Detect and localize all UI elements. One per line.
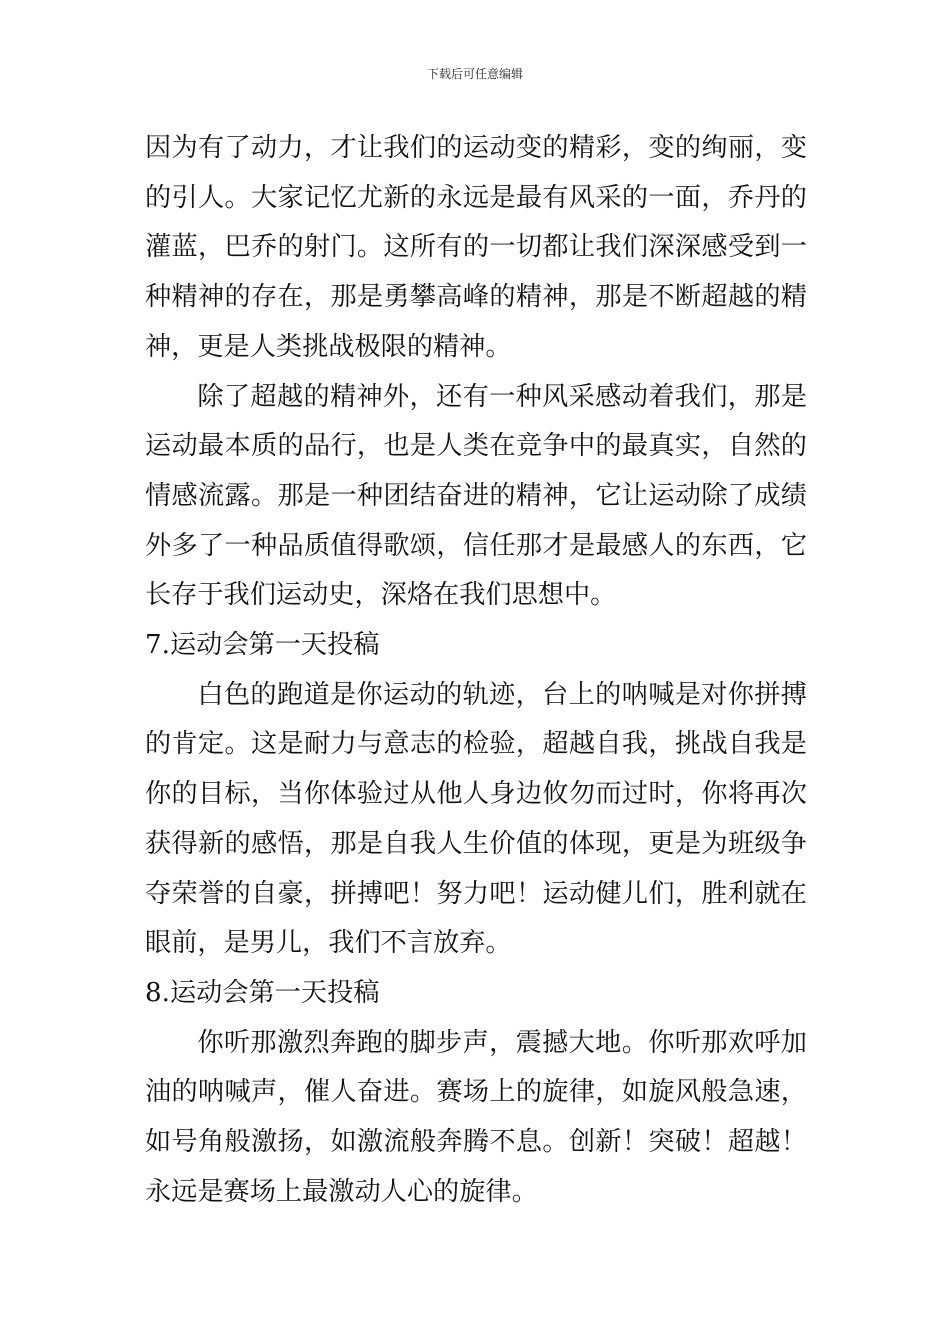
document-body (145, 124, 807, 1217)
section-heading-8: 8.运动会第一天投稿 (145, 977, 380, 1008)
paragraph-footsteps: 你听那激烈奔跑的脚步声，震撼大地。你听那欢呼加油的呐喊声，催人奋进。赛场上的旋律，如旋风般急速，如号角般激扬，如激流般奔腾不息。创新！突破！超越！永远是赛场上最激动人心的旋律。 (145, 1027, 807, 1207)
paragraph-team-spirit: 除了超越的精神外，还有一种风采感动着我们，那是运动最本质的品行，也是人类在竞争中的最真实，自然的情感流露。那是一种团结奋进的精神，它让运动除了成绩外多了一种品质值得歌颂，信任那才是最感人的东西，它长存于我们运动史，深烙在我们思想中。 (145, 381, 807, 611)
section-heading-7: 7.运动会第一天投稿 (145, 630, 380, 661)
paragraph-dynamic-spirit: 因为有了动力，才让我们的运动变的精彩，变的绚丽，变的引人。大家记忆尤新的永远是最有风采的一面，乔丹的灌蓝，巴乔的射门。这所有的一切都让我们深深感受到一种精神的存在，那是勇攀高峰的精神，那是不断超越的精神，更是人类挑战极限的精神。 (145, 133, 807, 362)
page-header: 下载后可任意编辑 (426, 67, 523, 81)
paragraph-white-track: 白色的跑道是你运动的轨迹，台上的呐喊是对你拼搏的肯定。这是耐力与意志的检验，超越自我，挑战自我是你的目标，当你体验过从他人身边攸勿而过时，你将再次获得新的感悟，那是自我人生价值的体现，更是为班级争夺荣誉的自豪，拼搏吧！努力吧！运动健儿们，胜利就在眼前，是男儿，我们不言放弃。 (145, 679, 807, 959)
